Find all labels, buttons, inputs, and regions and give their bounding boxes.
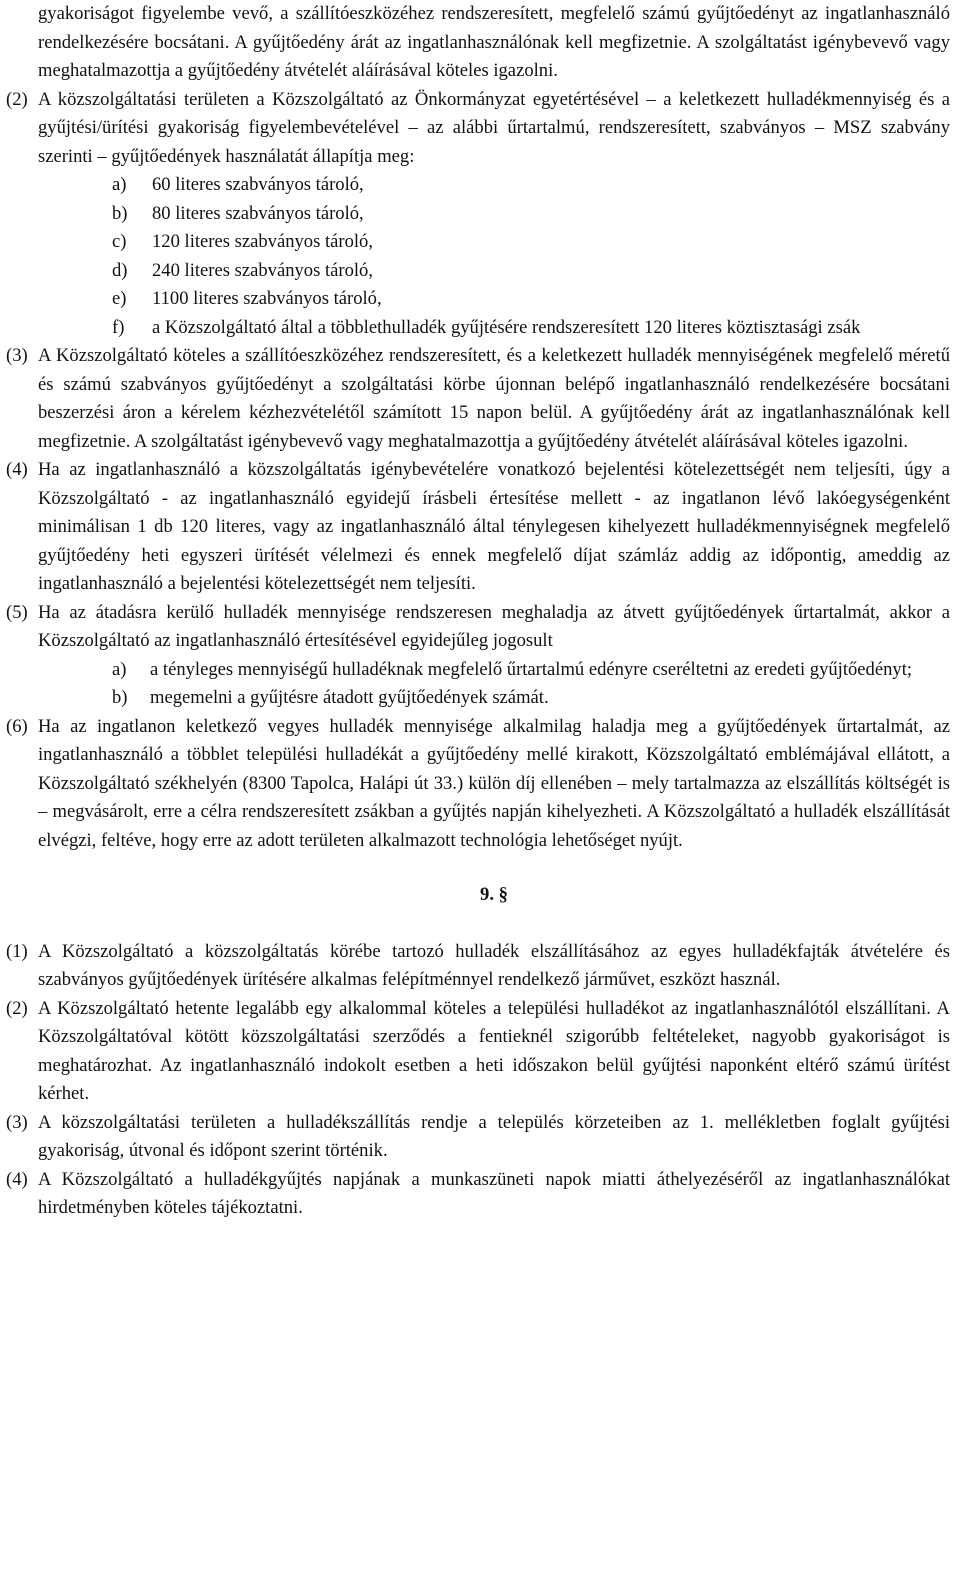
intro-paragraph: gyakoriságot figyelembe vevő, a szállítóeszközéhez rendszeresített, megfelelő számú gyűjtőedényt az ingatlanhasználó rendelkezésére bocsátani. A gyűjtőedény árát az ingatlanhasználónak kell megfizetnie. A szolgáltatást igénybevevő vagy meghatalmazottja a gyűjtőedény átvételét aláírásával köteles igazolni. xyxy=(38,3,950,81)
list-letter: e) xyxy=(112,288,127,309)
paragraph-number: (4) xyxy=(6,1168,28,1190)
paragraph-4 xyxy=(6,456,950,599)
list-text: a Közszolgáltató által a többlethulladék gyűjtésére rendszeresített 120 literes köztisztasági zsák xyxy=(152,316,861,338)
list-item xyxy=(38,285,950,314)
paragraph-text: A Közszolgáltató hetente legalább egy alkalommal köteles a települési hulladékot az ingatlanhasználótól elszállítani. A Közszolgáltatóval kötött közszolgáltatási szerződés a fentieknél szigorúbb feltételeket, nagyobb gyakoriságot is meghatározhat. Az ingatlanhasználó indokolt esetben a heti időszakon belül gyűjtési naponként eltérő számú ürítést kérhet. xyxy=(38,997,950,1104)
list-letter: b) xyxy=(112,687,128,708)
paragraph-text: A Közszolgáltató köteles a szállítóeszközéhez rendszeresített, és a keletkezett hulladék mennyiségének megfelelő méretű és számú szabványos gyűjtőedényt a szolgáltatási körbe újonnan belépő ingatlanhasználó rendelkezésére bocsátani beszerzési áron a kérelem kézhezvételétől számított 15 napon belül. A gyűjtőedény árát az ingatlanhasználónak kell megfizetnie. A szolgáltatást igénybevevő vagy meghatalmazottja a gyűjtőedény átvételét aláírásával köteles igazolni. xyxy=(38,345,950,452)
paragraph-number: (4) xyxy=(6,459,28,480)
paragraph-2 xyxy=(6,86,950,172)
paragraph-6 xyxy=(6,713,950,856)
list-item xyxy=(38,171,950,200)
action-list xyxy=(38,656,950,713)
list-item xyxy=(38,200,950,229)
section-paragraph-1 xyxy=(6,938,950,995)
section-title: 9. § xyxy=(480,884,508,905)
paragraph-text: A Közszolgáltató a közszolgáltatás körébe tartozó hulladék elszállításához az egyes hulladékfajták átvételére és szabványos gyűjtőedények ürítésére alkalmas felépítménnyel rendelkező járművet, eszközt használ. xyxy=(38,940,950,990)
paragraph-3 xyxy=(6,342,950,456)
list-item xyxy=(38,314,950,343)
list-text: 120 literes szabványos tároló, xyxy=(152,231,374,252)
container-list xyxy=(38,171,950,342)
paragraph-text: Ha az átadásra kerülő hulladék mennyisége rendszeresen meghaladja az átvett gyűjtőedények űrtartalmát, akkor a Közszolgáltató az ingatlanhasználó értesítésével egyidejűleg jogosult xyxy=(38,601,950,651)
paragraph-number: (2) xyxy=(6,88,28,110)
section-paragraph-4 xyxy=(6,1166,950,1223)
paragraph-number: (1) xyxy=(6,940,28,962)
list-letter: b) xyxy=(112,202,128,224)
list-item xyxy=(38,257,950,286)
list-letter: a) xyxy=(112,658,127,680)
list-letter: d) xyxy=(112,259,128,281)
list-letter: a) xyxy=(112,174,127,195)
paragraph-text: Ha az ingatlanhasználó a közszolgáltatás igénybevételére vonatkozó bejelentési kötelezettségét nem teljesíti, úgy a Közszolgáltató - az ingatlanhasználó egyidejű írásbeli értesítése mellett - az ingatlanon lévő lakóegységenként minimálisan 1 db 120 literes, vagy az ingatlanhasználó által ténylegesen kihelyezett hulladékmennyiségnek megfelelő gyűjtőedény heti egyszeri ürítését vélelmezi és ennek megfelelő díjat számláz addig az időpontig, ameddig az ingatlanhasználó a bejelentési kötelezettségét nem teljesíti. xyxy=(38,459,950,594)
list-text: 240 literes szabványos tároló, xyxy=(152,259,374,281)
section-paragraph-2 xyxy=(6,995,950,1109)
list-letter: f) xyxy=(112,316,125,338)
paragraph-number: (5) xyxy=(6,601,28,623)
paragraph-number: (6) xyxy=(6,715,28,737)
paragraph-number: (3) xyxy=(6,1111,28,1133)
section-paragraph-3 xyxy=(6,1109,950,1166)
paragraph-number: (3) xyxy=(6,345,28,366)
list-text: a tényleges mennyiségű hulladéknak megfelelő űrtartalmú edényre cseréltetni az eredeti gyűjtőedényt; xyxy=(150,658,913,680)
paragraph-5 xyxy=(6,599,950,656)
list-item xyxy=(38,684,950,713)
list-item xyxy=(38,228,950,257)
list-text: 80 literes szabványos tároló, xyxy=(152,202,364,224)
list-letter: c) xyxy=(112,231,127,252)
list-text: 60 literes szabványos tároló, xyxy=(152,174,364,195)
paragraph-text: Ha az ingatlanon keletkező vegyes hulladék mennyisége alkalmilag haladja meg a gyűjtőedények űrtartalmát, az ingatlanhasználó a többlet települési hulladékát a gyűjtőedény mellé kirakott, Közszolgáltató emblémájával ellátott, a Közszolgáltató székhelyén (8300 Tapolca, Halápi út 33.) külön díj ellenében – mely tartalmazza az elszállítás költségét is – megvásárolt, erre a célra rendszeresített zsákban a gyűjtés napján kihelyezheti. A Közszolgáltató a hulladék elszállítását elvégzi, feltéve, hogy erre az adott területen alkalmazott technológia lehetőséget nyújt. xyxy=(38,715,950,851)
paragraph-text: A közszolgáltatási területen a Közszolgáltató az Önkormányzat egyetértésével – a keletkezett hulladékmennyiség és a gyűjtési/ürítési gyakoriság figyelembevételével – az alábbi űrtartalmú, rendszeresített, szabványos – MSZ szabvány szerinti – gyűjtőedények használatát állapítja meg: xyxy=(38,88,950,167)
paragraph-text: A közszolgáltatási területen a hulladékszállítás rendje a település körzeteiben az 1. mellékletben foglalt gyűjtési gyakoriság, útvonal és időpont szerint történik. xyxy=(38,1111,950,1161)
paragraph-text: A Közszolgáltató a hulladékgyűjtés napjának a munkaszüneti napok miatti áthelyezéséről az ingatlanhasználókat hirdetményben köteles tájékoztatni. xyxy=(38,1168,950,1218)
list-text: megemelni a gyűjtésre átadott gyűjtőedények számát. xyxy=(150,687,549,708)
list-item xyxy=(38,656,950,685)
list-text: 1100 literes szabványos tároló, xyxy=(152,288,382,309)
paragraph-number: (2) xyxy=(6,997,28,1019)
